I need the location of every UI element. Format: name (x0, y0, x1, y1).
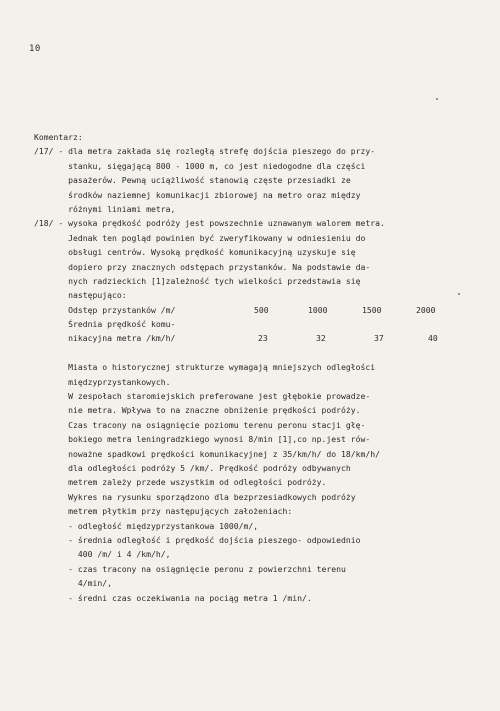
komentarz-heading: Komentarz: (34, 132, 83, 142)
paragraph-17 (34, 144, 482, 216)
list-item: - średnia odległość i prędkość dojścia pieszego- odpowiednio (34, 534, 361, 545)
text-line: następująco: (34, 290, 127, 301)
text-line: /18/ - wysoka prędkość podróży jest powszechnie uznawanym walorem metra. (34, 218, 385, 229)
text-line: dopiero przy znacznych odstępach przystanków. Na podstawie da- (34, 261, 371, 272)
table-cell: 32 (316, 333, 326, 344)
text-line: Wykres na rysunku sporządzono dla bezprzesiadkowych podróży (34, 491, 356, 502)
text-line: obsługi centrów. Wysoką prędkość komunikacyjną uzyskuje się (34, 247, 356, 258)
text-line: stanku, sięgającą 800 - 1000 m, co jest niedogodne dla części (34, 160, 366, 171)
list-item: - średni czas oczekiwania na pociąg metra 1 /min/. (34, 592, 312, 603)
table-cell: 2000 (416, 304, 436, 315)
list-item: - czas tracony na osiągnięcie peronu z powierzchni terenu (34, 563, 346, 574)
text-line: Czas tracony na osiągnięcie poziomu terenu peronu stacji głę- (34, 419, 366, 430)
text-line: nie metra. Wpływa to na znaczne obniżenie prędkości podróży. (34, 405, 361, 416)
table-row-label: nikacyjna metra /km/h/ (34, 333, 176, 344)
table-cell: 500 (254, 304, 269, 315)
text-line: bokiego metra leningradzkiego wynosi 8/min [1],co np.jest rów- (34, 434, 371, 445)
table-row-label: Odstęp przystanków /m/ (34, 304, 176, 315)
table-row (34, 303, 482, 317)
paragraph-18 (34, 216, 482, 302)
text-line: środków naziemnej komunikacji zbiorowej na metro oraz między (34, 189, 361, 200)
text-line: dla odległości podróży 5 /km/. Prędkość podróży odbywanych (34, 462, 351, 473)
table-cell: 40 (428, 333, 438, 344)
text-line: Miasta o historycznej strukturze wymagają mniejszych odległości (34, 362, 376, 373)
text-line: pasażerów. Pewną uciążliwość stanowią częste przesiadki ze (34, 175, 351, 186)
list-item: 400 /m/ i 4 /km/h/, (34, 549, 171, 560)
table-cell: 37 (374, 333, 384, 344)
text-line: metrem płytkim przy następujących założeniach: (34, 506, 293, 517)
table-row-label: Średnia prędkość komu- (34, 319, 176, 330)
document-body (34, 130, 482, 605)
table-cell: 1500 (362, 304, 382, 315)
page-number: 10 (29, 44, 41, 54)
text-line: różnymi liniami metra, (34, 203, 176, 214)
text-line: /17/ - dla metra zakłada się rozległą strefę dojścia pieszego do przy- (34, 146, 376, 157)
text-line: nych radzieckich [1]zależność tych wielkości przedstawia się (34, 275, 361, 286)
paragraph-after-table (34, 360, 482, 605)
table-cell: 1000 (308, 304, 328, 315)
text-line: W zespołach staromiejskich preferowane jest głębokie prowadze- (34, 391, 371, 402)
list-item: 4/min/, (34, 578, 112, 589)
text-line: Jednak ten pogląd powinien być zweryfikowany w odniesieniu do (34, 232, 366, 243)
table-row (34, 317, 482, 331)
speed-table (34, 303, 482, 346)
table-cell: 23 (258, 333, 268, 344)
text-line: międzyprzystankowych. (34, 376, 171, 387)
text-line: noważne spadkowi prędkości komunikacyjnej z 35/km/h/ do 18/km/h/ (34, 448, 380, 459)
table-row (34, 331, 482, 345)
text-line: metrem zależy przede wszystkim od odległości podróży. (34, 477, 327, 488)
paper-speck (436, 98, 438, 100)
paper-speck (458, 293, 460, 295)
list-item: - odległość międzyprzystankowa 1000/m/, (34, 520, 259, 531)
